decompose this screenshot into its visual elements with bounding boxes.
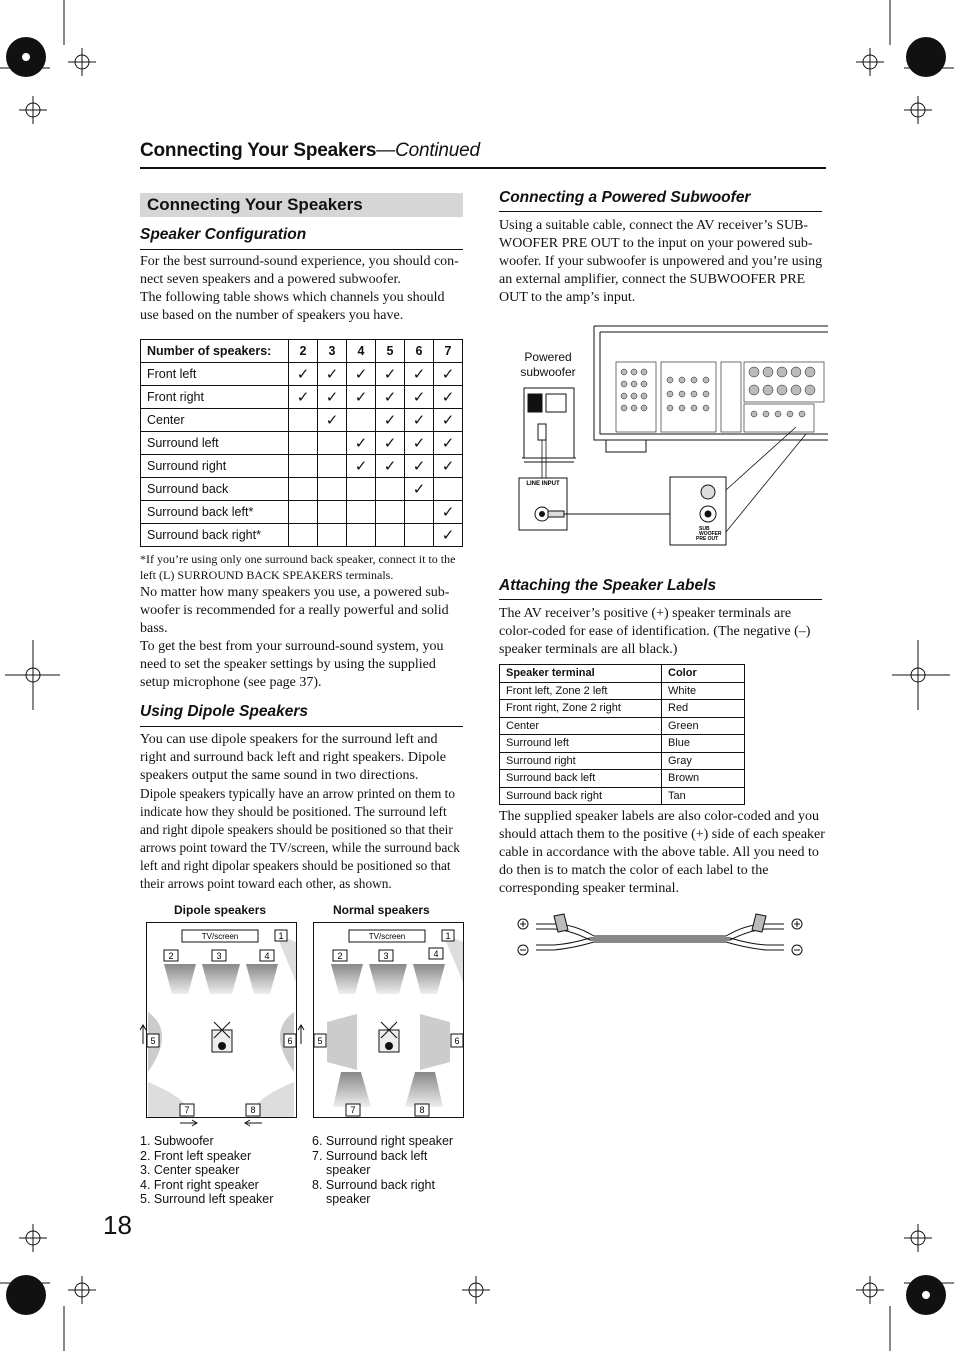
table-row <box>500 770 745 788</box>
paragraph: For the best surround-sound experience, you should con-nect seven speakers and a powered subwoofer. <box>140 254 459 287</box>
labels-para-1: The AV receiver’s positive (+) speaker terminals are color-coded for ease of identification. (The negative (–) speaker terminals are all black.) <box>499 606 811 657</box>
table-row <box>141 432 463 455</box>
speaker-config-text <box>140 253 465 325</box>
color-cell: Red <box>662 700 745 718</box>
table-cell: 2 <box>289 340 318 363</box>
table-cell <box>376 524 405 547</box>
speaker-count-table <box>140 339 463 547</box>
table-cell: ✓ <box>434 524 463 547</box>
table-cell <box>347 501 376 524</box>
page-header <box>140 140 480 162</box>
speaker-num: 7 <box>350 1105 356 1115</box>
legend-right <box>312 1134 453 1207</box>
table-cell <box>318 455 347 478</box>
dipole-speakers-diagram <box>146 922 298 1120</box>
table-row <box>141 455 463 478</box>
table-row <box>141 363 463 386</box>
table-cell: ✓ <box>405 432 434 455</box>
table-cell <box>347 409 376 432</box>
color-cell: White <box>662 682 745 700</box>
table-cell: ✓ <box>434 455 463 478</box>
subwoofer-heading: Connecting a Powered Subwoofer <box>499 189 751 206</box>
table-cell: ✓ <box>405 478 434 501</box>
table-cell <box>318 432 347 455</box>
row-label-cell: Surround back left* <box>141 501 289 524</box>
speaker-labels-heading: Attaching the Speaker Labels <box>499 577 717 594</box>
table-cell: ✓ <box>347 363 376 386</box>
table-cell: ✓ <box>347 455 376 478</box>
legend-item: 4. Front right speaker <box>140 1177 259 1192</box>
arrow-right-icon <box>180 1118 198 1128</box>
table-cell: ✓ <box>318 409 347 432</box>
page-number: 18 <box>103 1210 132 1240</box>
heading-rule <box>140 726 463 727</box>
legend-item: 1. Subwoofer <box>140 1134 214 1148</box>
normal-speakers-diagram <box>313 922 465 1120</box>
table-cell: ✓ <box>318 386 347 409</box>
legend-item: speaker <box>326 1192 371 1206</box>
tv-screen-label: TV/screen <box>201 932 239 941</box>
sub-label: SUB <box>699 526 710 532</box>
subwoofer-para: Using a suitable cable, connect the AV receiver’s SUB-WOOFER PRE OUT to the input on your powered sub-woofer. If your subwoofer is unpowered and you’re using an external amplifier, connect the SUBWOOFER PRE OUT to the amp’s input. <box>499 218 823 305</box>
table-cell: ✓ <box>289 363 318 386</box>
color-cell: Tan <box>662 787 745 805</box>
speaker-num: 1 <box>445 931 451 941</box>
table-cell: ✓ <box>347 386 376 409</box>
table-cell <box>289 409 318 432</box>
label-line: subwoofer <box>520 365 576 379</box>
table-cell <box>376 478 405 501</box>
legend-item: 3. Center speaker <box>140 1163 240 1177</box>
table-cell <box>347 524 376 547</box>
speaker-num: 5 <box>317 1036 323 1046</box>
table-row <box>500 752 745 770</box>
header-rule <box>140 167 826 169</box>
table-row <box>500 700 745 718</box>
heading-rule <box>499 211 822 212</box>
table-cell: ✓ <box>434 363 463 386</box>
dipole-heading: Using Dipole Speakers <box>140 703 308 720</box>
table-row <box>500 787 745 805</box>
row-label-cell: Surround back <box>141 478 289 501</box>
table-header-row <box>500 665 745 683</box>
row-label-cell: Surround left <box>141 432 289 455</box>
table-cell: 4 <box>347 340 376 363</box>
table-cell <box>405 501 434 524</box>
dipole-para-2: Dipole speakers typically have an arrow printed on them to indicate how they should be positioned. The surround left and right dipole speakers should be positioned so that their arrows point toward the TV/screen, while the surround back left and right dipolar speakers should be positioned so that their arrows point toward each other, as shown. <box>140 786 460 891</box>
table-cell <box>318 524 347 547</box>
speaker-num: 8 <box>419 1105 425 1115</box>
paragraph: No matter how many speakers you use, a powered sub-woofer is recommended for a really powerful and solid bass. <box>140 585 450 636</box>
table-header-row <box>141 340 463 363</box>
speaker-config-text-2 <box>140 584 465 692</box>
table-cell: ✓ <box>376 363 405 386</box>
terminal-cell: Surround back right <box>500 787 662 805</box>
row-label-cell: Surround back right* <box>141 524 289 547</box>
terminal-cell: Front left, Zone 2 left <box>500 682 662 700</box>
table-cell: ✓ <box>434 501 463 524</box>
legend-left <box>140 1134 273 1207</box>
row-label-cell: Center <box>141 409 289 432</box>
table-cell <box>318 478 347 501</box>
speaker-config-heading: Speaker Configuration <box>140 226 307 243</box>
speaker-num: 2 <box>168 951 174 961</box>
subwoofer-connection-diagram <box>516 322 828 548</box>
table-cell <box>405 524 434 547</box>
label-line: Powered <box>524 350 572 364</box>
table-row <box>141 524 463 547</box>
normal-fig-caption: Normal speakers <box>333 903 430 917</box>
table-cell: ✓ <box>405 363 434 386</box>
legend-item: 2. Front left speaker <box>140 1148 252 1163</box>
table-cell: ✓ <box>434 409 463 432</box>
table-cell <box>376 501 405 524</box>
table-cell <box>347 478 376 501</box>
table-cell: ✓ <box>347 432 376 455</box>
table-cell <box>289 524 318 547</box>
table-cell: ✓ <box>434 432 463 455</box>
labels-para-2: The supplied speaker labels are also color-coded and you should attach them to the positive (+) side of each speaker cable in accordance with the above table. All you need to do then is to match the color of each label to the corresponding speaker terminal. <box>499 809 825 896</box>
legend-item: 8. Surround back right <box>312 1177 435 1192</box>
table-cell: ✓ <box>405 455 434 478</box>
row-label-cell: Front left <box>141 363 289 386</box>
receiver-back-panel <box>594 326 828 452</box>
speaker-num: 8 <box>250 1105 256 1115</box>
speaker-num: 6 <box>287 1036 293 1046</box>
speaker-num: 3 <box>216 951 222 961</box>
legend-item: speaker <box>326 1163 371 1177</box>
line-input-label: LINE INPUT <box>526 481 560 487</box>
subwoofer-box <box>522 388 576 462</box>
terminal-cell: Center <box>500 717 662 735</box>
section-title-box <box>140 193 463 217</box>
table-footnote: *If you’re using only one surround back speaker, connect it to the left (L) SURROUND BACK SPEAKERS terminals. <box>140 552 456 582</box>
subwoofer-pre-out-box <box>670 477 726 545</box>
table-row <box>500 735 745 753</box>
table-cell <box>289 455 318 478</box>
table-cell <box>289 478 318 501</box>
arrow-left-icon <box>244 1118 262 1128</box>
paragraph: The following table shows which channels you should use based on the number of speakers you have. <box>140 290 445 323</box>
heading-rule <box>499 599 822 600</box>
terminal-cell: Front right, Zone 2 right <box>500 700 662 718</box>
tv-screen-label: TV/screen <box>368 932 406 941</box>
table-cell <box>289 501 318 524</box>
table-row <box>500 682 745 700</box>
table-cell: ✓ <box>318 363 347 386</box>
dipole-para-1: You can use dipole speakers for the surround left and right and surround back left and right speakers. Dipole speakers output the same sound in two directions. <box>140 732 446 783</box>
row-label-cell: Surround right <box>141 455 289 478</box>
terminal-cell: Surround left <box>500 735 662 753</box>
color-cell: Green <box>662 717 745 735</box>
table-row <box>141 478 463 501</box>
table-row <box>500 717 745 735</box>
table-cell: 5 <box>376 340 405 363</box>
speaker-num: 6 <box>454 1036 460 1046</box>
row-label-cell: Number of speakers: <box>141 340 289 363</box>
arrow-up-icon <box>138 1024 148 1044</box>
line-input-box <box>519 478 567 530</box>
table-cell: ✓ <box>434 386 463 409</box>
table-cell <box>318 501 347 524</box>
color-cell: Color <box>662 665 745 683</box>
speaker-color-table <box>499 664 745 805</box>
color-cell: Gray <box>662 752 745 770</box>
table-cell: ✓ <box>376 409 405 432</box>
woofer-label: WOOFER <box>699 531 722 537</box>
legend-item: 5. Surround left speaker <box>140 1192 274 1206</box>
table-cell: 6 <box>405 340 434 363</box>
arrow-up-icon <box>296 1024 306 1044</box>
speaker-cable-illustration <box>514 908 808 964</box>
heading-rule <box>140 249 463 250</box>
row-label-cell: Front right <box>141 386 289 409</box>
table-cell: ✓ <box>376 455 405 478</box>
speaker-num: 3 <box>383 951 389 961</box>
speaker-num: 4 <box>264 951 270 961</box>
legend-item: 6. Surround right speaker <box>312 1134 454 1148</box>
table-cell: ✓ <box>405 409 434 432</box>
speaker-num: 1 <box>278 931 284 941</box>
terminal-cell: Surround right <box>500 752 662 770</box>
dipole-fig-caption: Dipole speakers <box>174 903 267 917</box>
table-cell: ✓ <box>289 386 318 409</box>
table-cell: ✓ <box>376 432 405 455</box>
speaker-num: 7 <box>184 1105 190 1115</box>
speaker-num: 2 <box>337 951 343 961</box>
table-cell: ✓ <box>405 386 434 409</box>
speaker-num: 5 <box>150 1036 156 1046</box>
color-cell: Blue <box>662 735 745 753</box>
terminal-cell: Surround back left <box>500 770 662 788</box>
section-title: Connecting Your Speakers <box>147 195 363 214</box>
table-cell: 7 <box>434 340 463 363</box>
legend-item: 7. Surround back left <box>312 1148 428 1163</box>
table-row <box>141 409 463 432</box>
speaker-num: 4 <box>433 949 439 959</box>
table-row <box>141 501 463 524</box>
table-cell <box>289 432 318 455</box>
color-cell: Brown <box>662 770 745 788</box>
paragraph: To get the best from your surround-sound system, you need to set the speaker settings by using the supplied setup microphone (see page 37). <box>140 639 444 690</box>
table-cell <box>434 478 463 501</box>
header-title: Connecting Your Speakers <box>140 140 377 161</box>
terminal-cell: Speaker terminal <box>500 665 662 683</box>
table-row <box>141 386 463 409</box>
table-cell: 3 <box>318 340 347 363</box>
pre-out-label: PRE OUT <box>696 536 719 542</box>
header-continued: —Continued <box>376 140 480 161</box>
table-cell: ✓ <box>376 386 405 409</box>
